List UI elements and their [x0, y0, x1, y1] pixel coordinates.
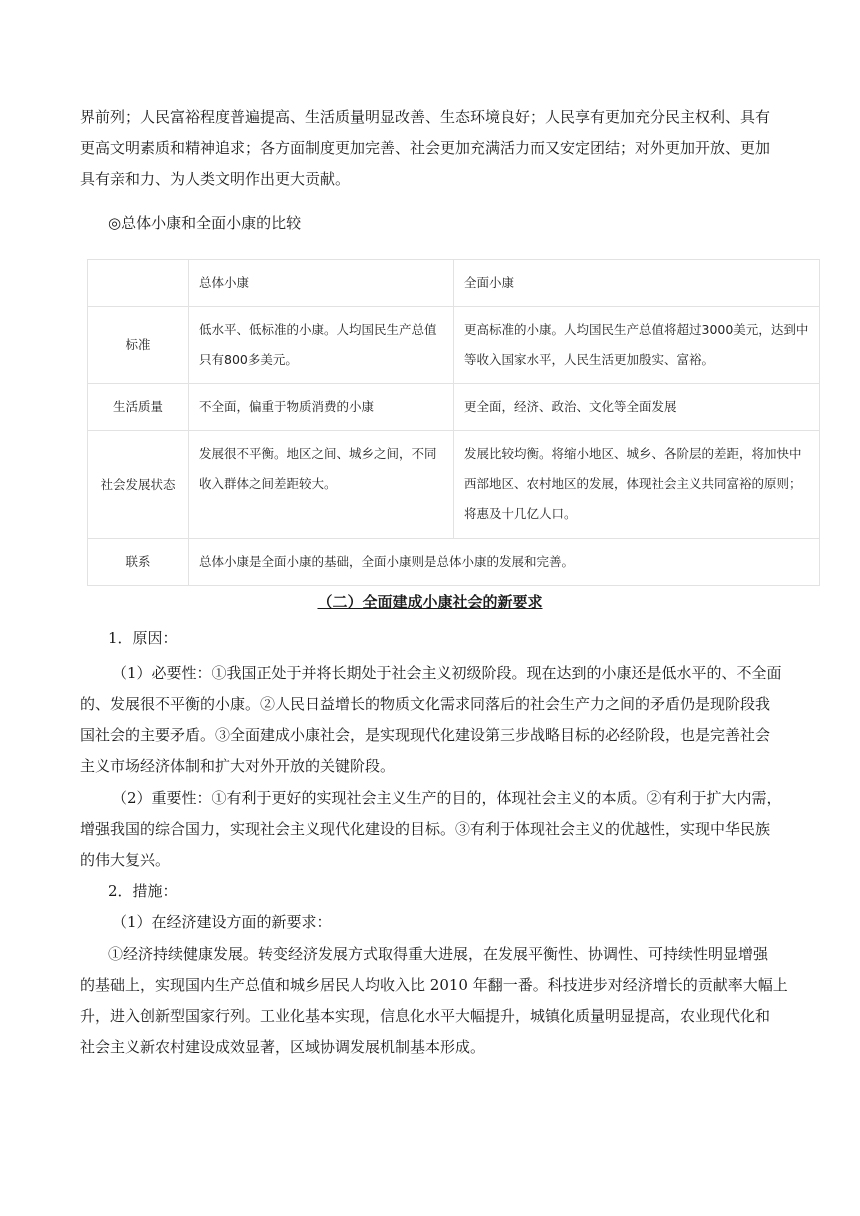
table-cell: 更高标准的小康。人均国民生产总值将超过3000美元，达到中等收入国家水平，人民生活更加殷实、富裕。 — [454, 307, 820, 384]
table-header-row — [88, 260, 820, 307]
table-header-cell: 总体小康 — [189, 260, 454, 307]
text-line: 的、发展很不平衡的小康。②人民日益增长的物质文化需求同落后的社会生产力之间的矛盾仍是现阶段我 — [80, 695, 771, 713]
table-cell-merged: 总体小康是全面小康的基础，全面小康则是总体小康的发展和完善。 — [189, 539, 820, 586]
section-title: （二）全面建成小康社会的新要求 — [317, 593, 543, 611]
text-line: 增强我国的综合国力，实现社会主义现代化建设的目标。③有利于体现社会主义的优越性，实现中华民族 — [80, 820, 771, 838]
text-line: 升，进入创新型国家行列。工业化基本实现，信息化水平大幅提升，城镇化质量明显提高，农业现代化和 — [80, 1007, 771, 1025]
text-line: 社会主义新农村建设成效显著，区域协调发展机制基本形成。 — [80, 1038, 486, 1056]
text-line: 界前列；人民富裕程度普遍提高、生活质量明显改善、生态环境良好；人民享有更加充分民主权利、具有 — [80, 108, 771, 126]
table-row — [88, 431, 820, 539]
importance-paragraph — [80, 783, 780, 876]
necessity-paragraph — [80, 658, 780, 782]
text-line: 的伟大复兴。 — [80, 851, 171, 869]
table-row — [88, 539, 820, 586]
text-line: 主义市场经济体制和扩大对外开放的关键阶段。 — [80, 757, 396, 775]
intro-paragraph — [80, 102, 780, 195]
row-label: 生活质量 — [88, 384, 189, 431]
text-line: （1）必要性：①我国正处于并将长期处于社会主义初级阶段。现在达到的小康还是低水平的、不全面 — [112, 664, 782, 682]
table-row — [88, 384, 820, 431]
table-cell: 不全面，偏重于物质消费的小康 — [189, 384, 454, 431]
comparison-heading: ◎总体小康和全面小康的比较 — [108, 214, 302, 232]
comparison-table — [87, 259, 820, 586]
economy-paragraph — [80, 939, 788, 1063]
text-line: （2）重要性：①有利于更好的实现社会主义生产的目的，体现社会主义的本质。②有利于扩大内需， — [112, 789, 782, 807]
reason-heading: 1．原因： — [108, 629, 178, 647]
row-label: 联系 — [88, 539, 189, 586]
text-line: ①经济持续健康发展。转变经济发展方式取得重大进展，在发展平衡性、协调性、可持续性明显增强 — [108, 945, 769, 963]
table-cell: 发展很不平衡。地区之间、城乡之间，不同收入群体之间差距较大。 — [189, 431, 454, 539]
text-line: 更高文明素质和精神追求；各方面制度更加完善、社会更加充满活力而又安定团结；对外更加开放、更加 — [80, 139, 771, 157]
table-header-cell — [88, 260, 189, 307]
table-row — [88, 307, 820, 384]
table-cell: 低水平、低标准的小康。人均国民生产总值只有800多美元。 — [189, 307, 454, 384]
row-label: 社会发展状态 — [88, 431, 189, 539]
economy-heading: （1）在经济建设方面的新要求： — [112, 913, 332, 931]
text-line: 的基础上，实现国内生产总值和城乡居民人均收入比 2010 年翻一番。科技进步对经济增长的贡献率大幅上 — [80, 976, 788, 994]
measures-heading: 2．措施： — [108, 882, 178, 900]
row-label: 标准 — [88, 307, 189, 384]
table-cell: 更全面，经济、政治、文化等全面发展 — [454, 384, 820, 431]
table-cell: 发展比较均衡。将缩小地区、城乡、各阶层的差距，将加快中西部地区、农村地区的发展，体现社会主义共同富裕的原则；将惠及十几亿人口。 — [454, 431, 820, 539]
text-line: 具有亲和力、为人类文明作出更大贡献。 — [80, 170, 351, 188]
table-header-cell: 全面小康 — [454, 260, 820, 307]
text-line: 国社会的主要矛盾。③全面建成小康社会，是实现现代化建设第三步战略目标的必经阶段，也是完善社会 — [80, 726, 771, 744]
